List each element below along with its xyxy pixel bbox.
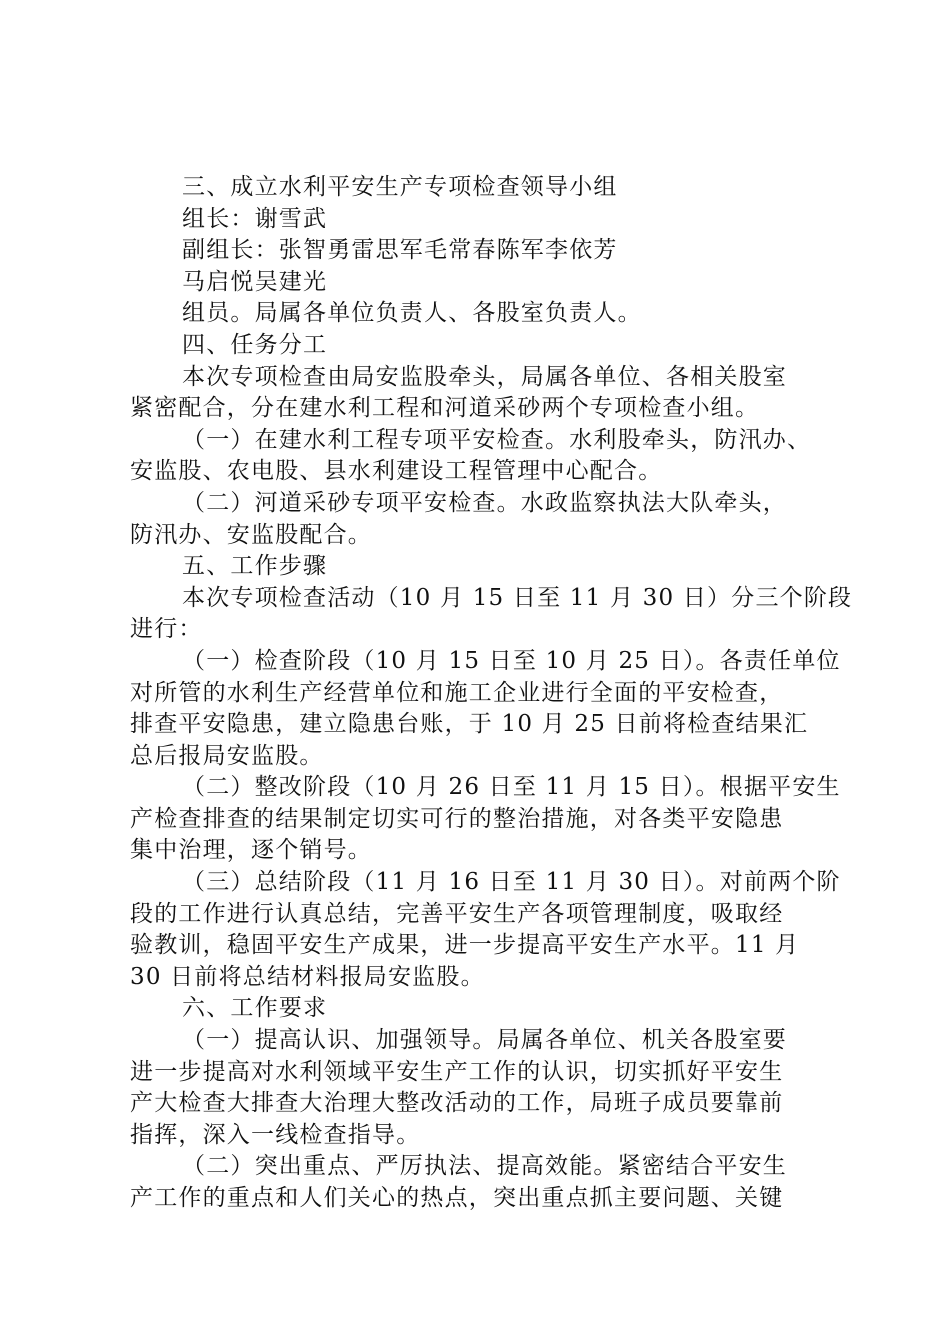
paragraph-line: 排查平安隐患，建立隐患台账，于 10 月 25 日前将检查结果汇 — [130, 711, 809, 738]
paragraph-line: （一）提高认识、加强领导。局属各单位、机关各股室要 — [182, 1027, 787, 1054]
paragraph-line: 集中治理，逐个销号。 — [130, 837, 372, 864]
paragraph-line: （二）河道采砂专项平安检查。水政监察执法大队牵头， — [182, 489, 787, 516]
paragraph-line: 安监股、农电股、县水利建设工程管理中心配合。 — [130, 458, 663, 485]
paragraph-line: 产检查排查的结果制定切实可行的整治措施，对各类平安隐患 — [130, 805, 784, 832]
paragraph-line: 防汛办、安监股配合。 — [130, 521, 372, 548]
paragraph-line: 进一步提高对水利领域平安生产工作的认识，切实抓好平安生 — [130, 1058, 784, 1085]
paragraph-line: 指挥，深入一线检查指导。 — [130, 1121, 421, 1148]
paragraph-line: 30 日前将总结材料报局安监股。 — [130, 963, 485, 990]
paragraph-line: 紧密配合，分在建水利工程和河道采砂两个专项检查小组。 — [130, 395, 760, 422]
paragraph-line: 验教训，稳固平安生产成果，进一步提高平安生产水平。11 月 — [130, 932, 800, 959]
section-heading-4: 四、任务分工 — [182, 331, 328, 358]
paragraph-line: （三）总结阶段（11 月 16 日至 11 月 30 日）。对前两个阶 — [182, 869, 841, 896]
paragraph-line: 本次专项检查由局安监股牵头，局属各单位、各相关股室 — [182, 363, 787, 390]
paragraph-line: 产工作的重点和人们关心的热点，突出重点抓主要问题、关键 — [130, 1185, 784, 1211]
paragraph-line: （二）整改阶段（10 月 26 日至 11 月 15 日）。根据平安生 — [182, 774, 841, 801]
paragraph-line: （一）检查阶段（10 月 15 日至 10 月 25 日）。各责任单位 — [182, 647, 841, 674]
deputy-leader-line-cont: 马启悦吴建光 — [182, 268, 328, 295]
section-heading-3: 三、成立水利平安生产专项检查领导小组 — [182, 174, 618, 200]
paragraph-line: 对所管的水利生产经营单位和施工企业进行全面的平安检查， — [130, 679, 784, 706]
members-line: 组员。局属各单位负责人、各股室负责人。 — [182, 300, 642, 327]
paragraph-line: （一）在建水利工程专项平安检查。水利股牵头，防汛办、 — [182, 426, 812, 453]
document-body — [130, 172, 853, 1215]
paragraph-line: （二）突出重点、严厉执法、提高效能。紧密结合平安生 — [182, 1153, 787, 1180]
paragraph-line: 产大检查大排查大治理大整改活动的工作，局班子成员要靠前 — [130, 1090, 784, 1117]
team-leader-line: 组长：谢雪武 — [182, 205, 328, 232]
section-heading-6: 六、工作要求 — [182, 995, 328, 1022]
paragraph-line: 本次专项检查活动（10 月 15 日至 11 月 30 日）分三个阶段 — [182, 584, 853, 611]
paragraph-line: 段的工作进行认真总结，完善平安生产各项管理制度，吸取经 — [130, 900, 784, 927]
section-heading-5: 五、工作步骤 — [182, 553, 328, 580]
paragraph-line: 进行： — [130, 616, 203, 643]
paragraph-line: 总后报局安监股。 — [130, 742, 324, 769]
deputy-leader-line: 副组长：张智勇雷思军毛常春陈军李依芳 — [182, 237, 618, 264]
